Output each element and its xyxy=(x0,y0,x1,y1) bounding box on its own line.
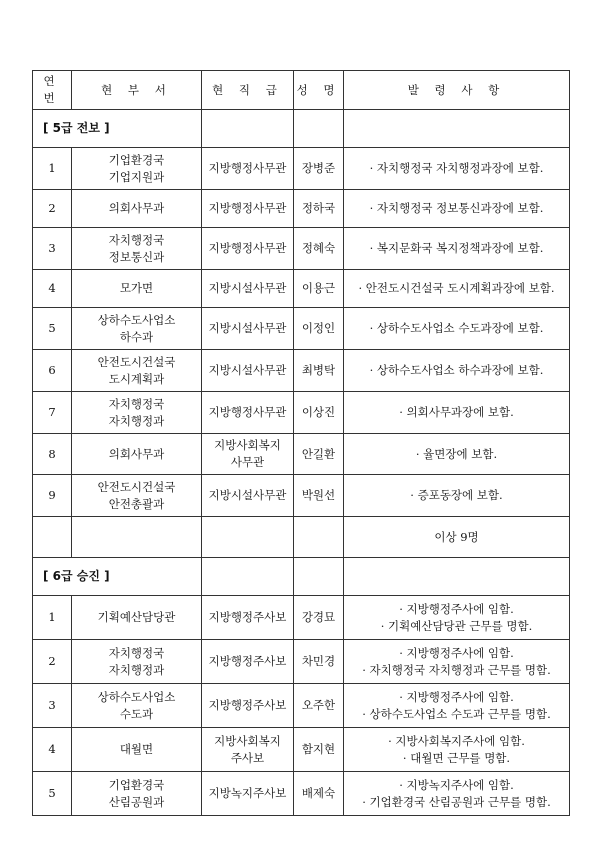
table-row xyxy=(33,475,570,517)
row-no: 8 xyxy=(33,434,72,475)
header-dept: 현 부 서 xyxy=(72,71,202,110)
row-name: 박원선 xyxy=(294,475,344,517)
row-rank: 지방사회복지 사무관 xyxy=(202,434,294,475)
table-row xyxy=(33,772,570,816)
table-row xyxy=(33,190,570,228)
row-rank: 지방시설사무관 xyxy=(202,475,294,517)
row-notes: · 의회사무과장에 보함. xyxy=(344,392,570,434)
row-no: 7 xyxy=(33,392,72,434)
row-dept: 모가면 xyxy=(72,270,202,308)
row-no: 3 xyxy=(33,228,72,270)
header-notes: 발 령 사 항 xyxy=(344,71,570,110)
row-dept: 대월면 xyxy=(72,728,202,772)
row-name: 강경묘 xyxy=(294,596,344,640)
table-row xyxy=(33,350,570,392)
header-no: 연번 xyxy=(33,71,72,110)
table-row xyxy=(33,434,570,475)
table-row xyxy=(33,728,570,772)
row-rank: 지방행정주사보 xyxy=(202,596,294,640)
table-row xyxy=(33,270,570,308)
row-name: 배제숙 xyxy=(294,772,344,816)
row-name: 오주한 xyxy=(294,684,344,728)
row-dept: 자치행정국 자치행정과 xyxy=(72,640,202,684)
row-rank: 지방시설사무관 xyxy=(202,350,294,392)
row-no: 9 xyxy=(33,475,72,517)
section-header-row xyxy=(33,558,570,596)
row-name: 이상진 xyxy=(294,392,344,434)
row-dept: 안전도시건설국 도시계획과 xyxy=(72,350,202,392)
row-no: 4 xyxy=(33,728,72,772)
row-no: 5 xyxy=(33,772,72,816)
row-notes: · 지방녹지주사에 임함. · 기업환경국 산림공원과 근무를 명함. xyxy=(344,772,570,816)
row-dept: 기획예산담당관 xyxy=(72,596,202,640)
row-name: 함지현 xyxy=(294,728,344,772)
row-rank: 지방행정사무관 xyxy=(202,228,294,270)
table-row xyxy=(33,148,570,190)
row-name: 정하국 xyxy=(294,190,344,228)
row-no: 5 xyxy=(33,308,72,350)
row-rank: 지방행정사무관 xyxy=(202,148,294,190)
row-notes: · 지방행정주사에 임함. · 기획예산담당관 근무를 명함. xyxy=(344,596,570,640)
row-dept: 안전도시건설국 안전총괄과 xyxy=(72,475,202,517)
row-no: 1 xyxy=(33,596,72,640)
row-no: 1 xyxy=(33,148,72,190)
row-notes: · 상하수도사업소 하수과장에 보함. xyxy=(344,350,570,392)
table-row xyxy=(33,392,570,434)
row-dept: 기업환경국 산림공원과 xyxy=(72,772,202,816)
row-dept: 상하수도사업소 하수과 xyxy=(72,308,202,350)
row-notes: · 증포동장에 보함. xyxy=(344,475,570,517)
row-notes: · 지방행정주사에 임함. · 상하수도사업소 수도과 근무를 명함. xyxy=(344,684,570,728)
row-no: 4 xyxy=(33,270,72,308)
row-no: 2 xyxy=(33,190,72,228)
total-row xyxy=(33,517,570,558)
row-rank: 지방행정사무관 xyxy=(202,392,294,434)
row-rank: 지방행정주사보 xyxy=(202,640,294,684)
row-name: 이용근 xyxy=(294,270,344,308)
row-dept: 의회사무과 xyxy=(72,434,202,475)
row-dept: 자치행정국 자치행정과 xyxy=(72,392,202,434)
header-name: 성 명 xyxy=(294,71,344,110)
header-row xyxy=(33,71,570,110)
table-row xyxy=(33,308,570,350)
row-dept: 상하수도사업소 수도과 xyxy=(72,684,202,728)
section-title: [ 6급 승진 ] xyxy=(33,558,202,596)
row-no: 6 xyxy=(33,350,72,392)
row-rank: 지방녹지주사보 xyxy=(202,772,294,816)
row-rank: 지방행정사무관 xyxy=(202,190,294,228)
row-dept: 의회사무과 xyxy=(72,190,202,228)
row-name: 최병탁 xyxy=(294,350,344,392)
row-notes: · 자치행정국 정보통신과장에 보함. xyxy=(344,190,570,228)
row-notes: · 율면장에 보함. xyxy=(344,434,570,475)
row-name: 안길환 xyxy=(294,434,344,475)
row-notes: · 안전도시건설국 도시계획과장에 보함. xyxy=(344,270,570,308)
row-notes: · 자치행정국 자치행정과장에 보함. xyxy=(344,148,570,190)
row-no: 2 xyxy=(33,640,72,684)
table-row xyxy=(33,228,570,270)
row-dept: 기업환경국 기업지원과 xyxy=(72,148,202,190)
row-notes: · 상하수도사업소 수도과장에 보함. xyxy=(344,308,570,350)
row-rank: 지방시설사무관 xyxy=(202,270,294,308)
row-dept: 자치행정국 정보통신과 xyxy=(72,228,202,270)
row-rank: 지방행정주사보 xyxy=(202,684,294,728)
row-notes: · 지방사회복지주사에 임함. · 대월면 근무를 명함. xyxy=(344,728,570,772)
row-rank: 지방시설사무관 xyxy=(202,308,294,350)
row-name: 차민경 xyxy=(294,640,344,684)
row-name: 장병준 xyxy=(294,148,344,190)
total-count: 이상 9명 xyxy=(344,517,570,558)
row-no: 3 xyxy=(33,684,72,728)
table-row xyxy=(33,684,570,728)
header-rank: 현 직 급 xyxy=(202,71,294,110)
table-row xyxy=(33,640,570,684)
table-row xyxy=(33,596,570,640)
section-header-row xyxy=(33,110,570,148)
row-name: 정혜숙 xyxy=(294,228,344,270)
personnel-table xyxy=(32,70,570,816)
row-rank: 지방사회복지 주사보 xyxy=(202,728,294,772)
section-title: [ 5급 전보 ] xyxy=(33,110,202,148)
row-notes: · 복지문화국 복지정책과장에 보함. xyxy=(344,228,570,270)
row-name: 이정인 xyxy=(294,308,344,350)
row-notes: · 지방행정주사에 임함. · 자치행정국 자치행정과 근무를 명함. xyxy=(344,640,570,684)
